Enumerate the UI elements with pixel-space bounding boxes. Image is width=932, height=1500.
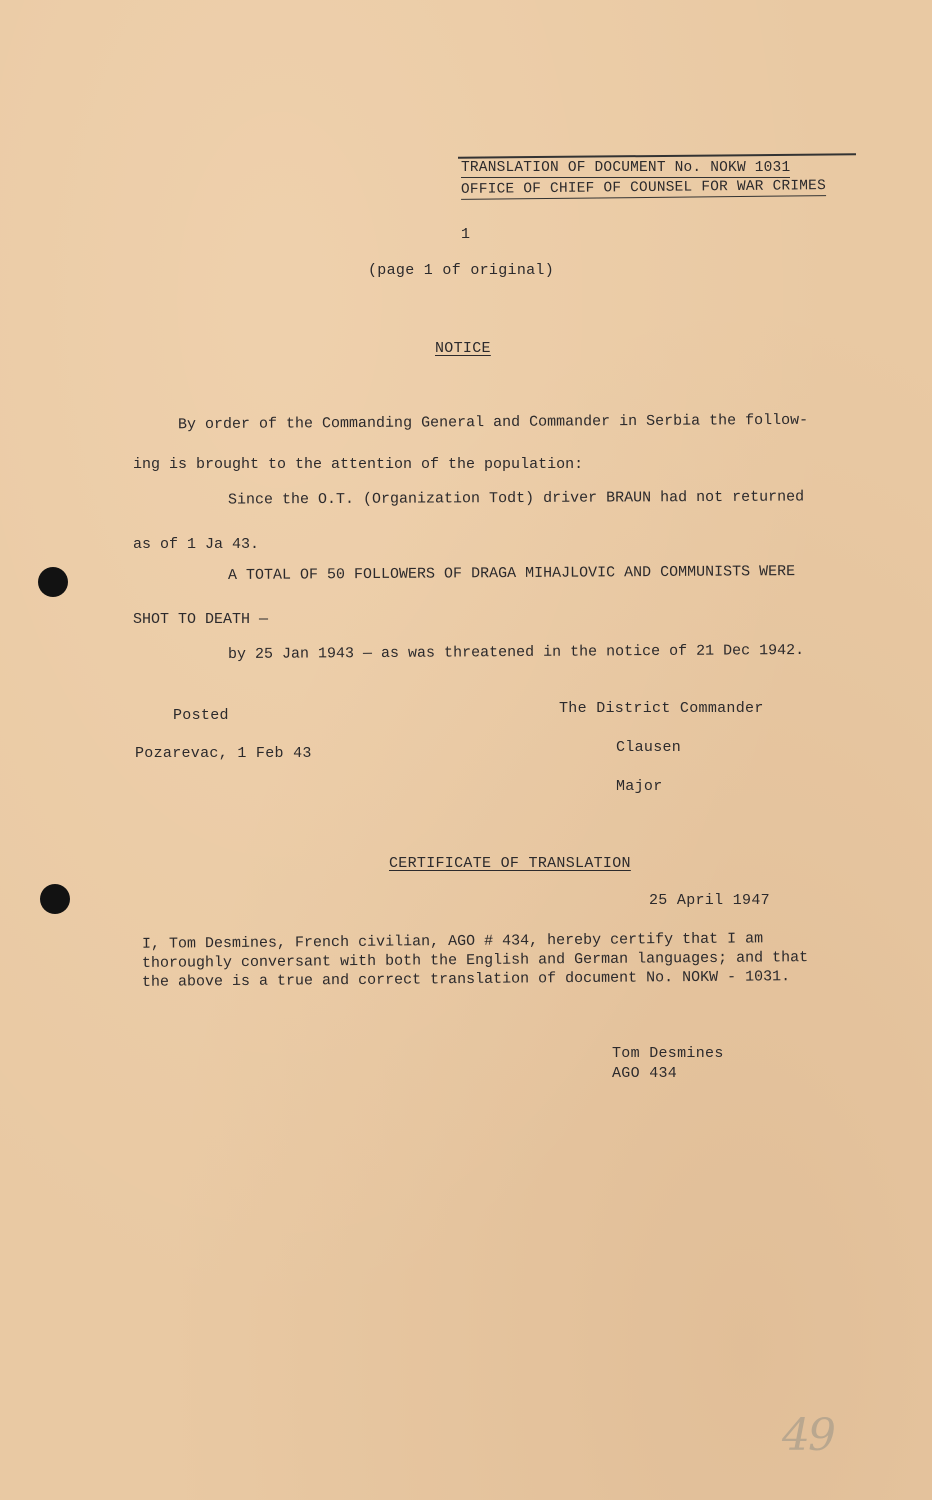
commander-rank: Major xyxy=(616,778,663,795)
punch-hole-bottom xyxy=(40,884,70,914)
body-line-6: SHOT TO DEATH — xyxy=(133,611,269,628)
punch-hole-top xyxy=(38,567,68,597)
posted-label: Posted xyxy=(173,707,229,724)
header-line-1: TRANSLATION OF DOCUMENT No. NOKW 1031 xyxy=(461,160,791,176)
commander-name: Clausen xyxy=(616,739,682,756)
body-line-7: by 25 Jan 1943 — as was threatened in the notice of 21 Dec 1942. xyxy=(227,641,805,664)
handwritten-page-number: 49 xyxy=(782,1410,834,1461)
signature-ago: AGO 434 xyxy=(612,1065,678,1082)
body-line-1: By order of the Commanding General and Commander in Serbia the follow- xyxy=(177,411,809,434)
certificate-line-1: I, Tom Desmines, French civilian, AGO # 434, hereby certify that I am xyxy=(141,930,764,953)
body-line-4: as of 1 Ja 43. xyxy=(133,536,260,553)
body-line-5: A TOTAL OF 50 FOLLOWERS OF DRAGA MIHAJLOVIC AND COMMUNISTS WERE xyxy=(227,563,796,584)
notice-title: NOTICE xyxy=(435,340,491,357)
commander-title: The District Commander xyxy=(559,700,764,717)
certificate-line-2: thoroughly conversant with both the English and German languages; and that xyxy=(141,949,809,972)
body-line-3: Since the O.T. (Organization Todt) driver BRAUN had not returned xyxy=(227,488,805,509)
body-line-2: ing is brought to the attention of the population: xyxy=(133,456,584,473)
header-line-2: OFFICE OF CHIEF OF COUNSEL FOR WAR CRIMES xyxy=(460,178,827,198)
certificate-date: 25 April 1947 xyxy=(649,892,770,909)
certificate-title: CERTIFICATE OF TRANSLATION xyxy=(389,855,631,872)
header-top-rule xyxy=(458,153,856,158)
page-of-original: (page 1 of original) xyxy=(368,262,555,279)
page-number: 1 xyxy=(461,226,471,243)
certificate-line-3: the above is a true and correct translation of document No. NOKW - 1031. xyxy=(141,968,791,991)
signature-name: Tom Desmines xyxy=(612,1045,724,1062)
posted-place-date: Pozarevac, 1 Feb 43 xyxy=(135,745,312,762)
